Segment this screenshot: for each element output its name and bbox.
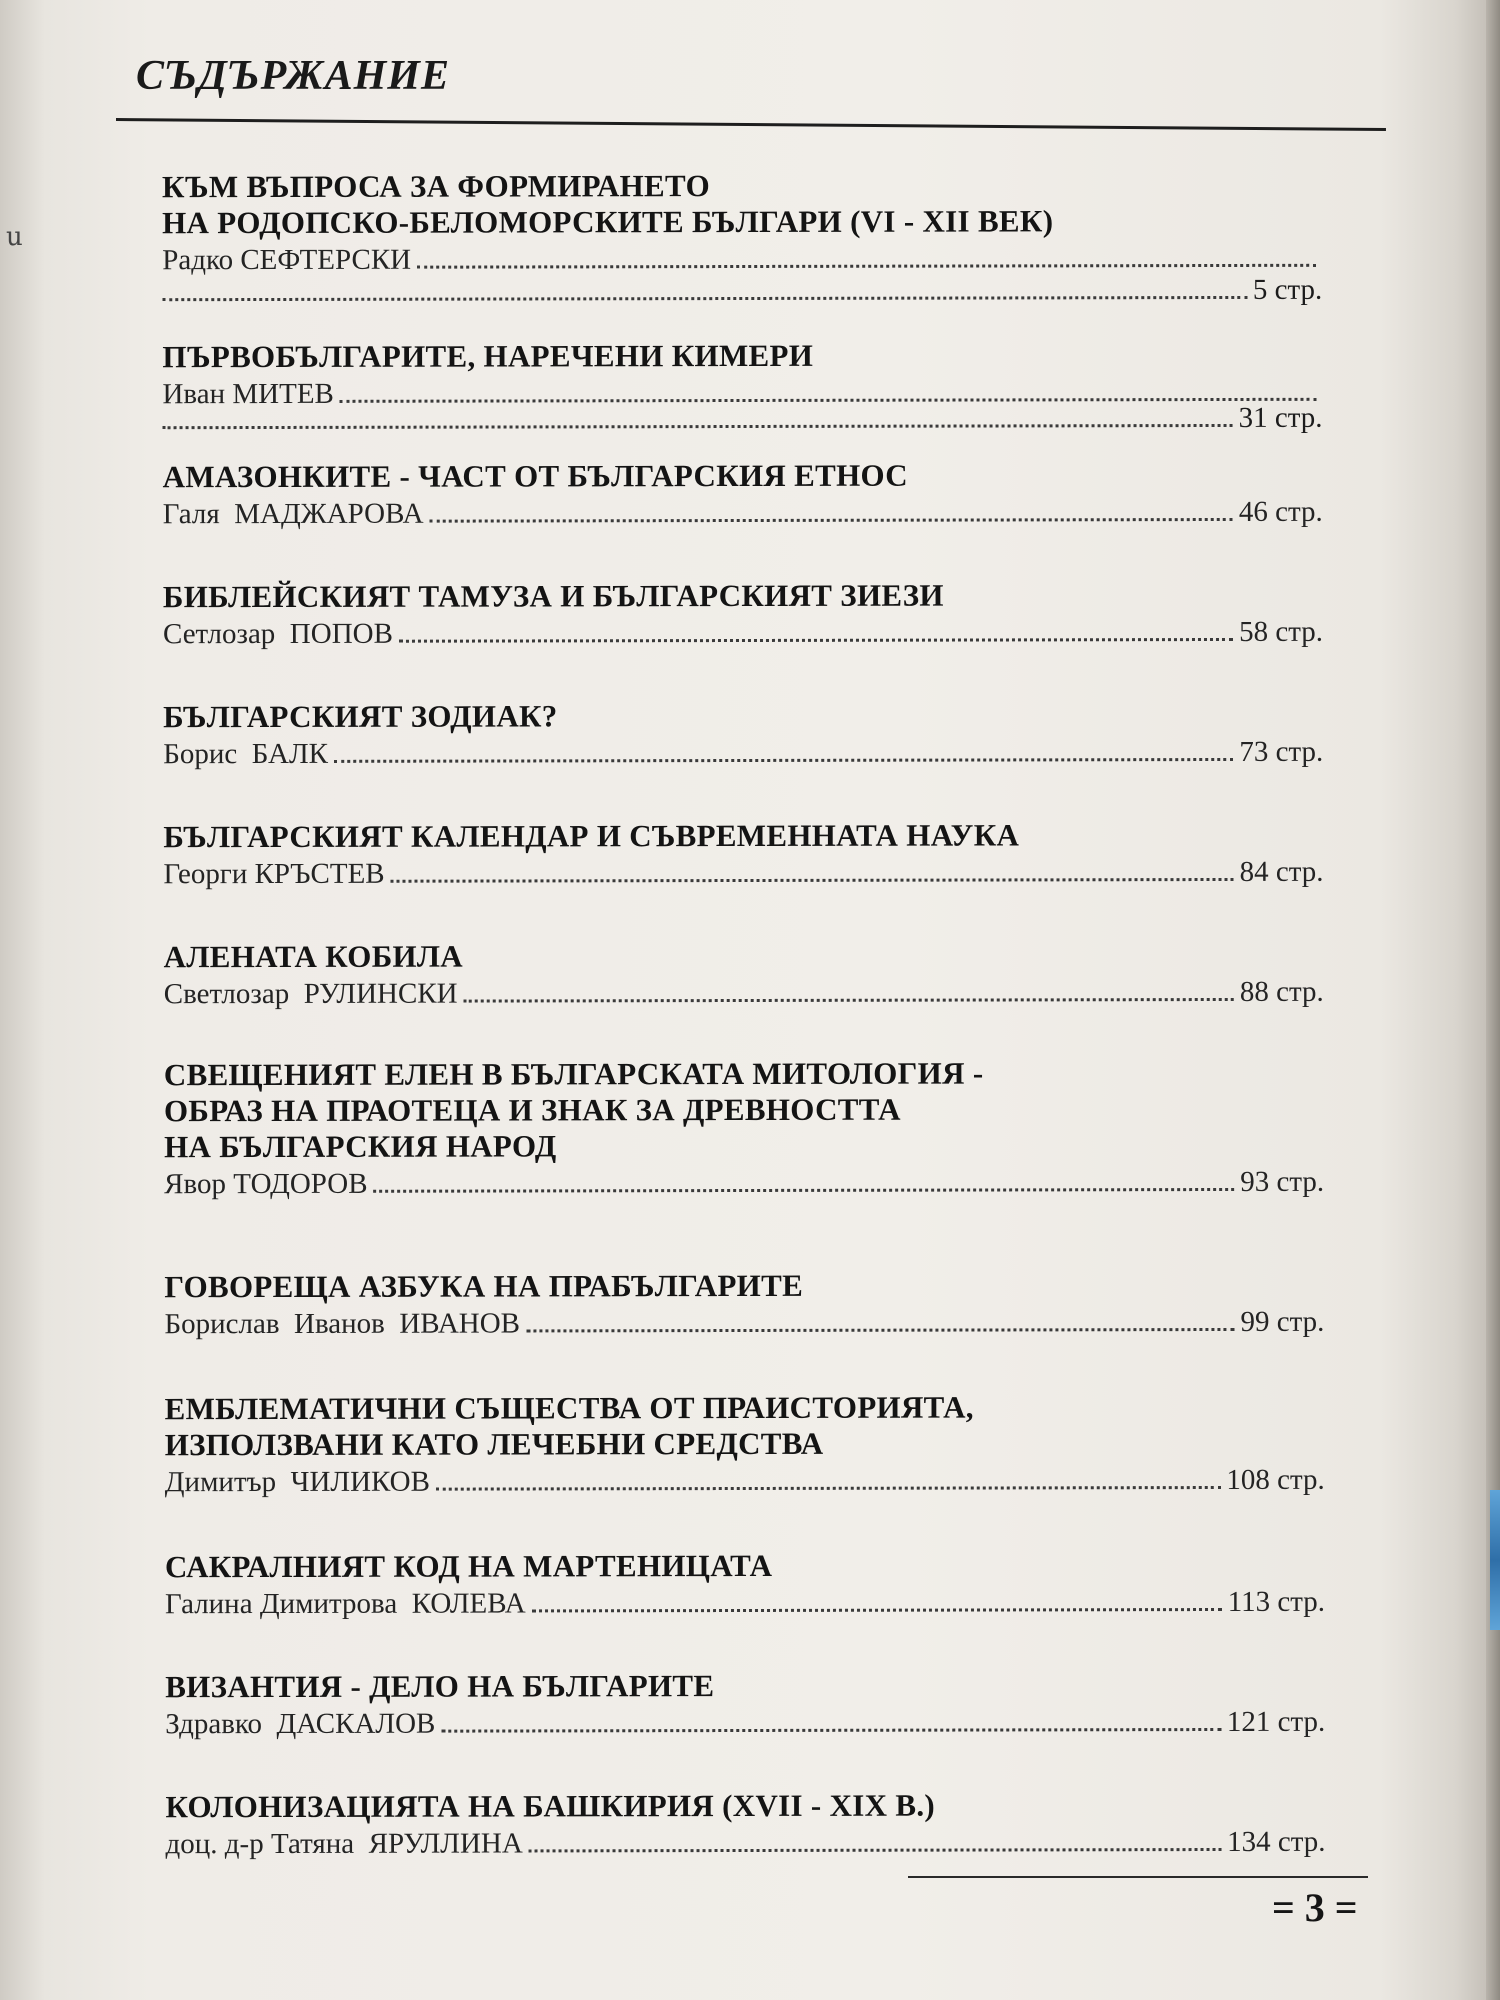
entry-title-line: КОЛОНИЗАЦИЯТА НА БАШКИРИЯ (XVII - XIX В.)	[165, 1787, 936, 1825]
page-number: = 3 =	[1272, 1885, 1358, 1930]
entry-title-line: СВЕЩЕНИЯТ ЕЛЕН В БЪЛГАРСКАТА МИТОЛОГИЯ -	[163, 1055, 984, 1093]
entry-page: 88 стр.	[1239, 975, 1324, 1008]
toc-entry	[164, 937, 1324, 1011]
entry-page: 93 стр.	[1240, 1165, 1325, 1198]
entry-author: Георги КРЪСТЕВ	[163, 857, 385, 891]
entry-author-row	[165, 1825, 1325, 1861]
entry-page: 58 стр.	[1239, 615, 1324, 648]
entry-author-row	[163, 855, 1323, 891]
entry-title-line: БИБЛЕЙСКИЯТ ТАМУЗА И БЪЛГАРСКИЯТ ЗИЕЗИ	[162, 577, 944, 615]
entry-author: Явор ТОДОРОВ	[164, 1167, 368, 1201]
entry-title-line: БЪЛГАРСКИЯТ ЗОДИАК?	[163, 698, 558, 735]
book-cover-edge	[1490, 1490, 1500, 1630]
entry-author-row	[162, 241, 1322, 277]
entry-author-row	[163, 735, 1323, 771]
entry-author: Димитър ЧИЛИКОВ	[164, 1465, 430, 1499]
toc-entry	[165, 1787, 1325, 1861]
toc-entry	[162, 337, 1322, 437]
dot-leader	[526, 1328, 1235, 1332]
entry-author: Иван МИТЕВ	[162, 377, 334, 411]
dot-leader	[441, 1728, 1220, 1733]
entry-title	[165, 1389, 1325, 1463]
table-of-contents	[162, 167, 1326, 1861]
entry-page: 99 стр.	[1240, 1305, 1325, 1338]
dot-leader	[417, 264, 1316, 269]
entry-author: Светлозар РУЛИНСКИ	[163, 977, 458, 1011]
toc-entry	[163, 697, 1323, 771]
toc-entry	[162, 167, 1322, 309]
dot-leader	[399, 638, 1233, 643]
entry-author-row	[165, 1585, 1325, 1621]
entry-page-row	[162, 273, 1322, 309]
dot-leader	[163, 424, 1233, 429]
dot-leader	[436, 1486, 1220, 1491]
entry-page: 73 стр.	[1239, 735, 1324, 768]
entry-author: Борислав Иванов ИВАНОВ	[164, 1307, 521, 1341]
entry-title-line: НА БЪЛГАРСКИЯ НАРОД	[164, 1128, 557, 1165]
margin-pencil-mark: ս	[6, 222, 23, 251]
dot-leader	[529, 1848, 1221, 1852]
entry-title	[165, 1667, 1325, 1705]
toc-entry	[165, 1389, 1325, 1499]
entry-page: 5 стр.	[1252, 273, 1323, 306]
entry-author-row	[165, 1463, 1325, 1499]
entry-author-row	[163, 615, 1323, 651]
entry-title	[164, 1267, 1324, 1305]
entry-page: 46 стр.	[1238, 495, 1323, 528]
footer-rule	[908, 1876, 1368, 1878]
toc-entry	[163, 457, 1323, 531]
entry-page: 113 стр.	[1227, 1585, 1326, 1618]
entry-title	[165, 1787, 1325, 1825]
dot-leader	[162, 296, 1247, 301]
toc-entry	[164, 1267, 1324, 1341]
entry-author: Радко СЕФТЕРСКИ	[162, 243, 412, 277]
toc-entry	[163, 577, 1323, 651]
entry-title-line: ПЪРВОБЪЛГАРИТЕ, НАРЕЧЕНИ КИМЕРИ	[162, 337, 814, 375]
dot-leader	[334, 758, 1233, 763]
entry-title-line: КЪМ ВЪПРОСА ЗА ФОРМИРАНЕТО	[162, 168, 711, 205]
entry-title-line: ИЗПОЛЗВАНИ КАТО ЛЕЧЕБНИ СРЕДСТВА	[164, 1425, 824, 1463]
entry-page-row	[162, 401, 1322, 437]
dot-leader	[532, 1608, 1222, 1612]
dot-leader	[391, 878, 1234, 883]
entry-title	[163, 697, 1323, 735]
entry-title-line: АЛЕНАТА КОБИЛА	[163, 938, 464, 975]
entry-page: 121 стр.	[1226, 1705, 1326, 1738]
dot-leader	[464, 998, 1234, 1003]
entry-author-row	[164, 975, 1324, 1011]
entry-page: 84 стр.	[1239, 855, 1324, 888]
book-page-edge	[1486, 0, 1500, 2000]
toc-entry	[165, 1547, 1325, 1621]
entry-author: доц. д-р Татяна ЯРУЛЛИНА	[165, 1827, 523, 1861]
page-title: СЪДЪРЖАНИЕ	[136, 53, 450, 99]
entry-title	[164, 937, 1324, 975]
entry-title	[163, 457, 1323, 495]
entry-page: 134 стр.	[1227, 1825, 1326, 1858]
entry-title-line: ГОВОРЕЩА АЗБУКА НА ПРАБЪЛГАРИТЕ	[164, 1267, 804, 1305]
dot-leader	[374, 1188, 1235, 1193]
entry-title-line: САКРАЛНИЯТ КОД НА МАРТЕНИЦАТА	[164, 1547, 773, 1585]
entry-author-row	[164, 1165, 1324, 1201]
toc-entry	[163, 817, 1323, 891]
entry-title	[165, 1547, 1325, 1585]
entry-author-row	[165, 1705, 1325, 1741]
entry-author: Сетлозар ПОПОВ	[162, 617, 393, 651]
title-underline	[116, 118, 1386, 131]
entry-title-line: ЕМБЛЕМАТИЧНИ СЪЩЕСТВА ОТ ПРАИСТОРИЯТА,	[164, 1389, 974, 1427]
entry-author: Галя МАДЖАРОВА	[162, 497, 424, 531]
entry-page: 108 стр.	[1226, 1463, 1325, 1496]
entry-title	[164, 1055, 1324, 1165]
entry-title	[163, 577, 1323, 615]
entry-title	[163, 817, 1323, 855]
entry-author: Здравко ДАСКАЛОВ	[165, 1707, 436, 1741]
toc-entry	[164, 1055, 1324, 1201]
entry-author: Галина Димитрова КОЛЕВА	[164, 1587, 526, 1621]
dot-leader	[430, 518, 1233, 523]
entry-title-line: ОБРАЗ НА ПРАОТЕЦА И ЗНАК ЗА ДРЕВНОСТТА	[163, 1091, 901, 1129]
entry-title	[162, 167, 1322, 241]
toc-entry	[165, 1667, 1325, 1741]
entry-title-line: БЪЛГАРСКИЯТ КАЛЕНДАР И СЪВРЕМЕННАТА НАУКА	[163, 817, 1020, 855]
entry-title-line: ВИЗАНТИЯ - ДЕЛО НА БЪЛГАРИТЕ	[165, 1668, 715, 1705]
entry-title	[162, 337, 1322, 375]
entry-author-row	[163, 495, 1323, 531]
entry-page: 31 стр.	[1238, 401, 1323, 434]
entry-author-row	[164, 1305, 1324, 1341]
entry-title-line: АМАЗОНКИТЕ - ЧАСТ ОТ БЪЛГАРСКИЯ ЕТНОС	[162, 457, 908, 495]
entry-title-line: НА РОДОПСКО-БЕЛОМОРСКИТЕ БЪЛГАРИ (VI - XII ВЕК)	[162, 203, 1054, 241]
entry-author: Борис БАЛК	[163, 737, 329, 771]
